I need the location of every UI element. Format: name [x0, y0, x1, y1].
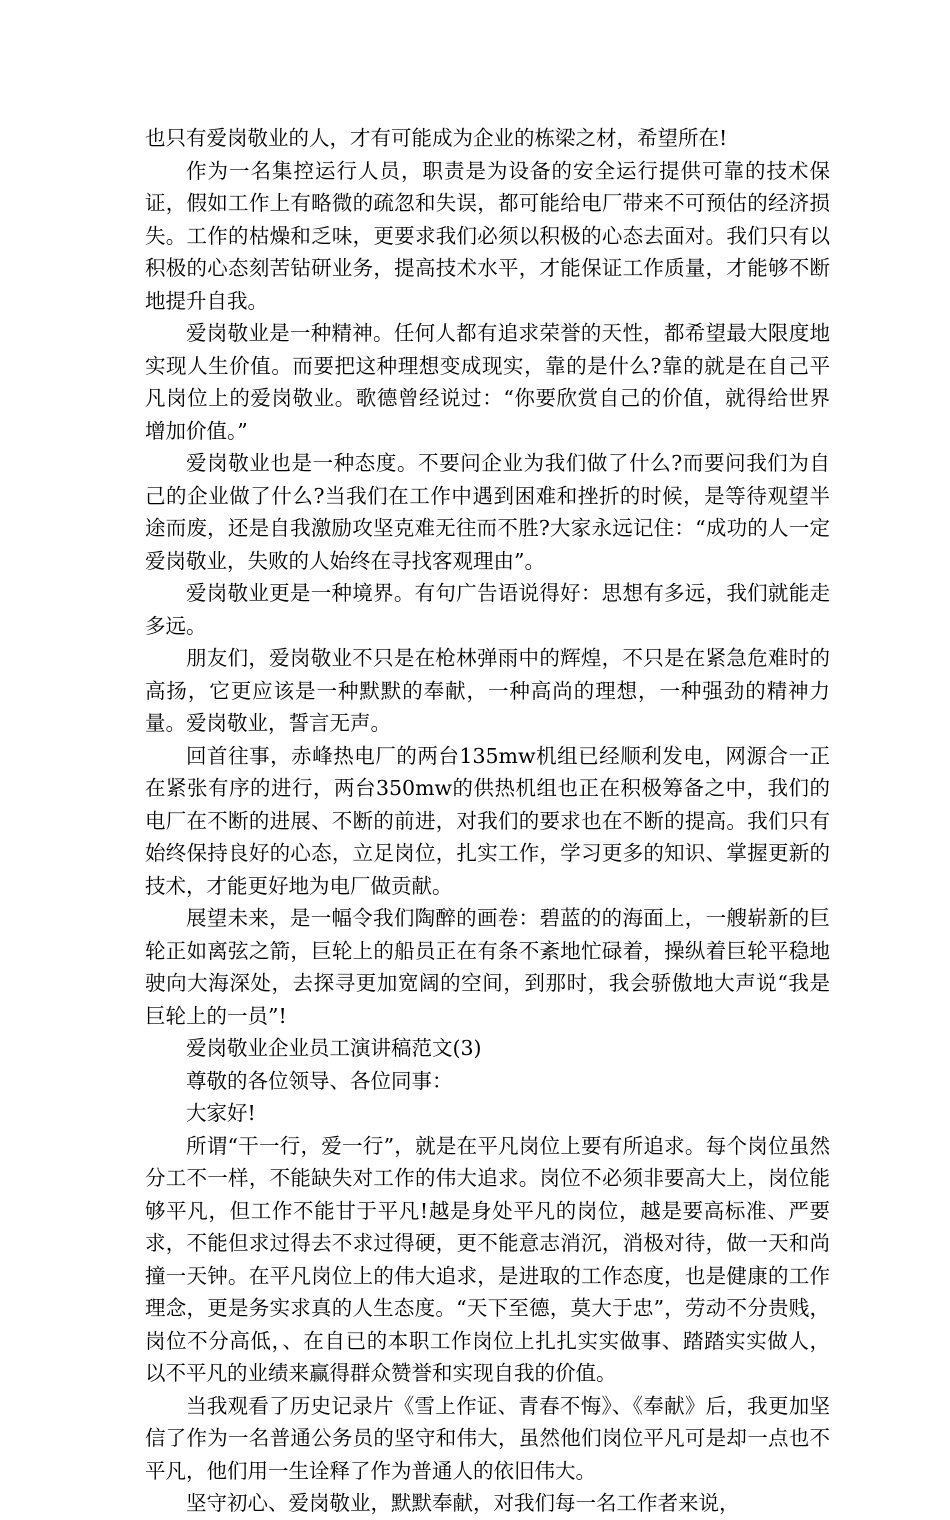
document-body [145, 122, 830, 1520]
paragraph-5: 爱岗敬业更是一种境界。有句广告语说得好：思想有多远，我们就能走多远。 [145, 581, 830, 638]
paragraph-8: 展望未来，是一幅令我们陶醉的画卷：碧蓝的的海面上，一艘崭新的巨轮正如离弦之箭，巨轮上的船员正在有条不紊地忙碌着，操纵着巨轮平稳地驶向大海深处，去探寻更加宽阔的空间，到那时，我会骄傲地大声说“我是巨轮上的一员”! [145, 906, 830, 1028]
paragraph-7: 回首往事，赤峰热电厂的两台135mw机组已经顺利发电，网源合一正在紧张有序的进行，两台350mw的供热机组也正在积极筹备之中，我们的电厂在不断的进展、不断的前进，对我们的要求也在不断的提高。我们只有始终保持良好的心态，立足岗位，扎实工作，学习更多的知识、掌握更新的技术，才能更好地为电厂做贡献。 [145, 743, 830, 898]
paragraph-4: 爱岗敬业也是一种态度。不要问企业为我们做了什么?而要问我们为自己的企业做了什么?当我们在工作中遇到困难和挫折的时候，是等待观望半途而废，还是自我激励攻坚克难无往而不胜?大家永远记住：“成功的人一定爱岗敬业，失败的人始终在寻找客观理由”。 [145, 451, 830, 573]
section-heading: 爱岗敬业企业员工演讲稿范文(3) [186, 1036, 482, 1060]
paragraph-2: 作为一名集控运行人员，职责是为设备的安全运行提供可靠的技术保证，假如工作上有略微的疏忽和失误，都可能给电厂带来不可预估的经济损失。工作的枯燥和乏味，更要求我们必须以积极的心态去面对。我们只有以积极的心态刻苦钻研业务，提高技术水平，才能保证工作质量，才能够不断地提升自我。 [145, 158, 830, 313]
paragraph-6: 朋友们，爱岗敬业不只是在枪林弹雨中的辉煌，不只是在紧急危难时的高扬，它更应该是一种默默的奉献，一种高尚的理想，一种强劲的精神力量。爱岗敬业，誓言无声。 [145, 646, 830, 735]
greeting: 大家好! [186, 1101, 256, 1125]
paragraph-12: 所谓“干一行，爱一行”，就是在平凡岗位上要有所追求。每个岗位虽然分工不一样，不能缺失对工作的伟大追求。岗位不必须非要高大上，岗位能够平凡，但工作不能甘于平凡!越是身处平凡的岗位，越是要高标准、严要求，不能但求过得去不求过得硬，更不能意志消沉，消极对待，做一天和尚撞一天钟。在平凡岗位上的伟大追求，是进取的工作态度，也是健康的工作理念，更是务实求真的人生态度。“天下至德，莫大于忠”，劳动不分贵贱，岗位不分高低，、在自已的本职工作岗位上扎扎实实做事、踏踏实实做人，以不平凡的业绩来赢得群众赞誉和实现自我的价值。 [145, 1133, 830, 1385]
paragraph-13: 当我观看了历史记录片《雪上作证、青春不悔》、《奉献》后，我更加坚信了作为一名普通公务员的坚守和伟大，虽然他们岗位平凡可是却一点也不平凡，他们用一生诠释了作为普通人的依旧伟大。 [145, 1393, 830, 1483]
salutation: 尊敬的各位领导、各位同事： [186, 1068, 453, 1093]
paragraph-14: 坚守初心、爱岗敬业，默默奉献，对我们每一名工作者来说， [186, 1491, 740, 1515]
paragraph-3: 爱岗敬业是一种精神。任何人都有追求荣誉的天性，都希望最大限度地实现人生价值。而要把这种理想变成现实，靠的是什么?靠的就是在自己平凡岗位上的爱岗敬业。歌德曾经说过：“你要欣赏自己的价值，就得给世界增加价值。” [145, 321, 830, 443]
paragraph-1: 也只有爱岗敬业的人，才有可能成为企业的栋梁之材，希望所在! [145, 126, 728, 150]
